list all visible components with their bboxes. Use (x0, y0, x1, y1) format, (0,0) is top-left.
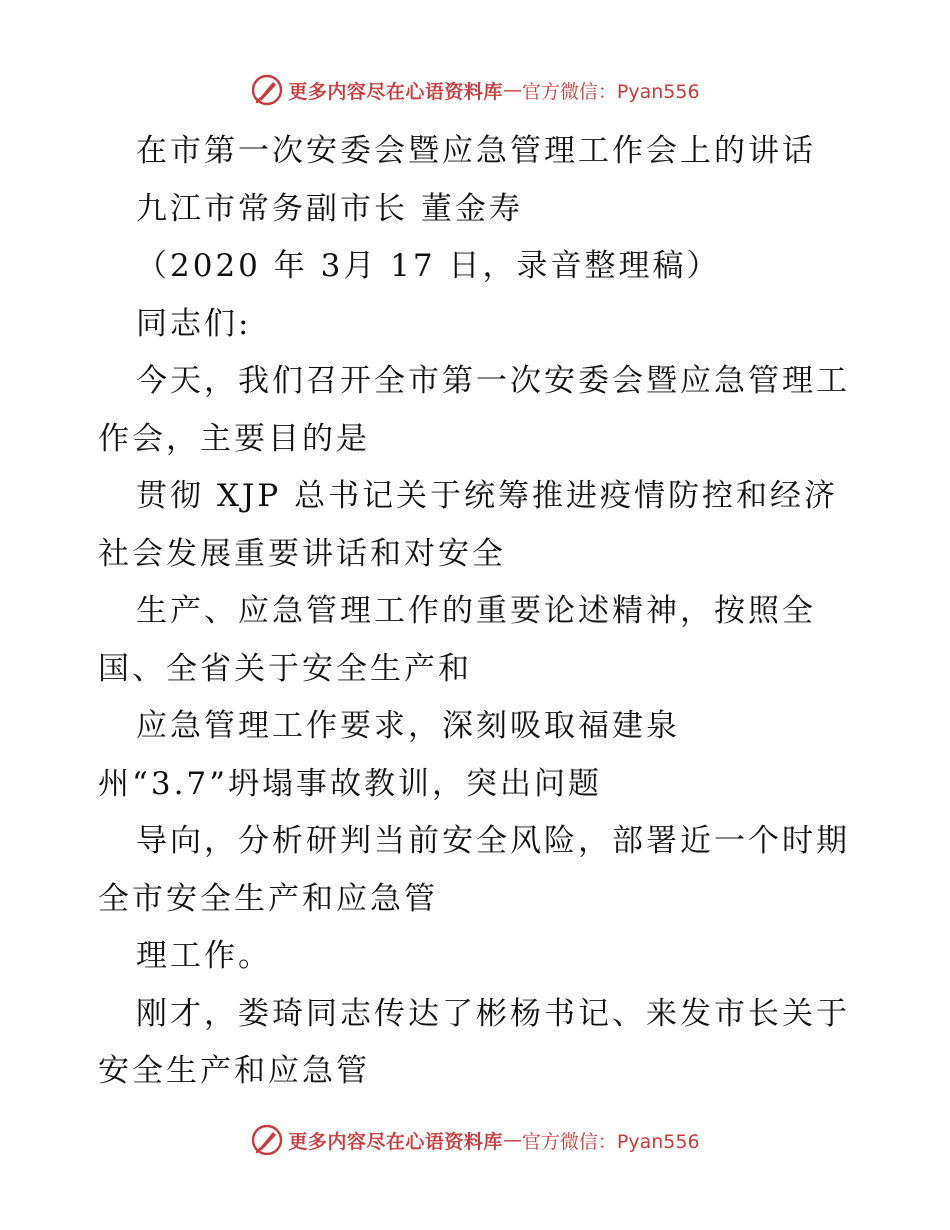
document-line: 安全生产和应急管 (98, 1053, 370, 1089)
document-line: 应急管理工作要求，深刻吸取福建泉 (136, 708, 680, 744)
document-line: 社会发展重要讲话和对安全 (98, 535, 506, 572)
watermark-separator: — (502, 79, 522, 101)
document-line: 贯彻 XJP 总书记关于统筹推进疫情防控和经济 (136, 478, 839, 514)
document-line: 州“3.7”坍塌事故教训，突出问题 (98, 765, 602, 802)
document-line: 今天，我们召开全市第一次安委会暨应急管理工 (136, 363, 850, 399)
document-line: 同志们: (136, 305, 252, 342)
document-line: 在市第一次安委会暨应急管理工作会上的讲话 (136, 133, 816, 169)
quill-pen-circle-icon (250, 1123, 284, 1157)
document-line: 刚才，娄琦同志传达了彬杨书记、来发市长关于 (136, 995, 850, 1032)
document-line: 理工作。 (136, 938, 272, 974)
header-watermark (0, 70, 950, 110)
document-line: 作会，主要目的是 (98, 420, 370, 457)
quill-pen-circle-icon (250, 73, 284, 107)
footer-watermark (0, 1120, 950, 1160)
document-line: 生产、应急管理工作的重要论述精神，按照全 (136, 593, 816, 629)
document-line: （2020 年 3月 17 日，录音整理稿） (136, 248, 721, 284)
document-line: 九江市常务副市长 董金寿 (136, 190, 523, 227)
document-line: 全市安全生产和应急管 (98, 880, 438, 917)
document-line: 国、全省关于安全生产和 (98, 650, 472, 687)
watermark-separator: — (502, 1129, 522, 1151)
document-line: 导向，分析研判当前安全风险，部署近一个时期 (136, 823, 850, 859)
document-body (98, 123, 888, 1101)
watermark-brand-text: 更多内容尽在心语资料库 (288, 1130, 503, 1153)
watermark-wechat-text: 官方微信：Pyan556 (521, 80, 700, 103)
watermark-wechat-text: 官方微信：Pyan556 (521, 1130, 700, 1153)
watermark-brand-text: 更多内容尽在心语资料库 (288, 80, 503, 103)
